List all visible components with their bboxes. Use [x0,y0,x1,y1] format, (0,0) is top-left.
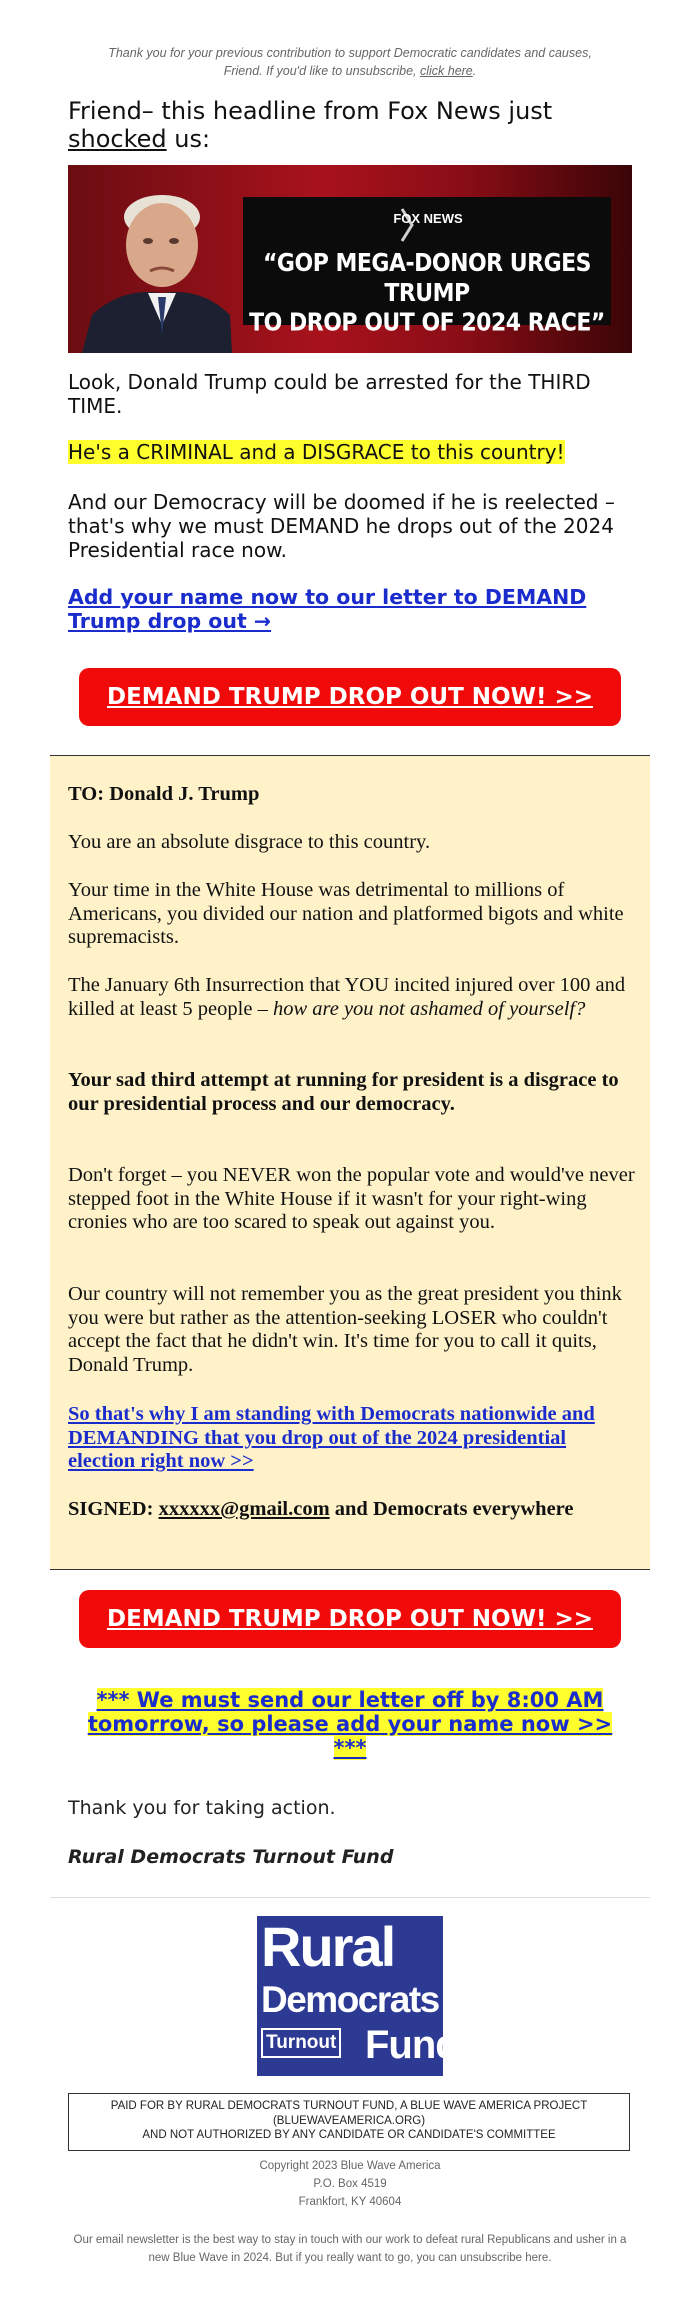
divider [50,1897,650,1898]
preheader-period: . [472,64,477,78]
letter-p4-text: Your sad third attempt at running for president is a disgrace to our presidential process and our democracy. [68,1069,619,1115]
signed-rest: and Democrats everywhere [329,1498,574,1520]
hero-quote [248,249,606,339]
logo-fund: Fund [365,2023,459,2067]
letter-to [68,783,638,807]
letter-p3-italic: how are you not ashamed of yourself? [272,997,586,1020]
body-paragraph-3: And our Democracy will be doomed if he is reelected – that's why we must DEMAND he drops out of the 2024 Presidential race now. [68,490,615,562]
mailing-address [50,2157,650,2211]
trump-photo [82,175,232,353]
highlighted-claim: He's a CRIMINAL and a DISGRACE to this country! [68,440,565,464]
signed-label: SIGNED: [68,1498,159,1520]
letter-link[interactable]: So that's why I am standing with Democrats nationwide and DEMANDING that you drop out of the 2024 presidential election right now >> [68,1403,595,1472]
letter-p5: Don't forget – you NEVER won the popular vote and would've never stepped foot in the White House if it wasn't for your right-wing cronies who are too scared to speak out against you. [68,1164,635,1233]
disclaimer-line1: PAID FOR BY RURAL DEMOCRATS TURNOUT FUND, A BLUE WAVE AMERICA PROJECT [110,2100,588,2112]
preheader-text: Thank you for your previous contribution to support Democratic candidates and causes, Friend. If you'd like to unsubscribe, [108,46,592,78]
paid-for-disclaimer [68,2093,630,2151]
fox-news-logo [393,205,463,245]
footer-note: Our email newsletter is the best way to stay in touch with our work to defeat rural Republicans and usher in a new Blue Wave in 2024. But if you really want to go, you can unsubscribe here. [73,2234,627,2264]
copyright: Copyright 2023 Blue Wave America [259,2160,441,2172]
hero-quote-line2: TO DROP OUT OF 2024 RACE” [249,308,605,338]
urgent-link[interactable] [88,1688,612,1760]
unsubscribe-link[interactable]: click here [419,64,473,78]
letter-signed [68,1498,638,1522]
headline-part1: Friend– this headline from Fox News just [68,97,553,125]
logo-rural: Rural [261,1915,395,1978]
letter-p1: You are an absolute disgrace to this country. [68,831,431,853]
demand-button-bottom[interactable]: DEMAND TRUMP DROP OUT NOW! >> [79,1590,621,1648]
letter-p4 [68,1069,638,1116]
urgent-link-text: *** We must send our letter off by 8:00 AM tomorrow, so please add your name now >> *** [87,1688,613,1760]
logo-democrats: Democrats [261,1979,439,2020]
headline-emphasis: shocked [68,125,167,153]
letter-p3 [68,974,638,1021]
headline-part2: us: [166,125,211,153]
signed-email: xxxxxx@gmail.com [158,1498,330,1520]
letter-p2: Your time in the White House was detrimental to millions of Americans, you divided our nation and platformed bigots and white supremacists. [68,879,624,948]
po-box: P.O. Box 4519 [313,2178,387,2190]
letter-to-text: TO: Donald J. Trump [68,783,260,805]
headline [68,97,638,153]
hero-quote-line1: “GOP MEGA-DONOR URGES TRUMP [262,249,592,308]
letter-p6: Our country will not remember you as the great president you think you were but rather as the attention-seeking LOSER who couldn't accept the fact that he didn't win. It's time for you to call it quits, Donald Trump. [68,1283,622,1376]
urgent-message [68,1688,632,1760]
disclaimer-line2: (BLUEWAVEAMERICA.ORG) [272,2114,426,2127]
body-paragraph-1: Look, Donald Trump could be arrested for the THIRD TIME. [68,370,591,418]
rural-democrats-logo[interactable] [257,1915,459,2076]
add-name-link[interactable]: Add your name now to our letter to DEMAND Trump drop out → [68,585,587,633]
disclaimer-line3: AND NOT AUTHORIZED BY ANY CANDIDATE OR CANDIDATE'S COMMITTEE [142,2129,556,2141]
letter-link-wrap [68,1403,638,1474]
signature: Rural Democrats Turnout Fund [68,1846,394,1868]
demand-button-top[interactable]: DEMAND TRUMP DROP OUT NOW! >> [79,668,621,726]
letter-p3-text: The January 6th Insurrection that YOU incited injured over 100 and killed at least 5 people – [68,974,626,1020]
fox-logo-text: FOX NEWS [393,211,463,226]
letter-box [50,755,650,1570]
body-paragraph-2 [68,440,636,464]
logo-turnout: Turnout [261,2028,341,2058]
city-state: Frankfort, KY 40604 [298,2196,402,2208]
hero-image[interactable] [68,165,632,353]
preheader [95,44,605,80]
thanks-text: Thank you for taking action. [68,1797,336,1819]
